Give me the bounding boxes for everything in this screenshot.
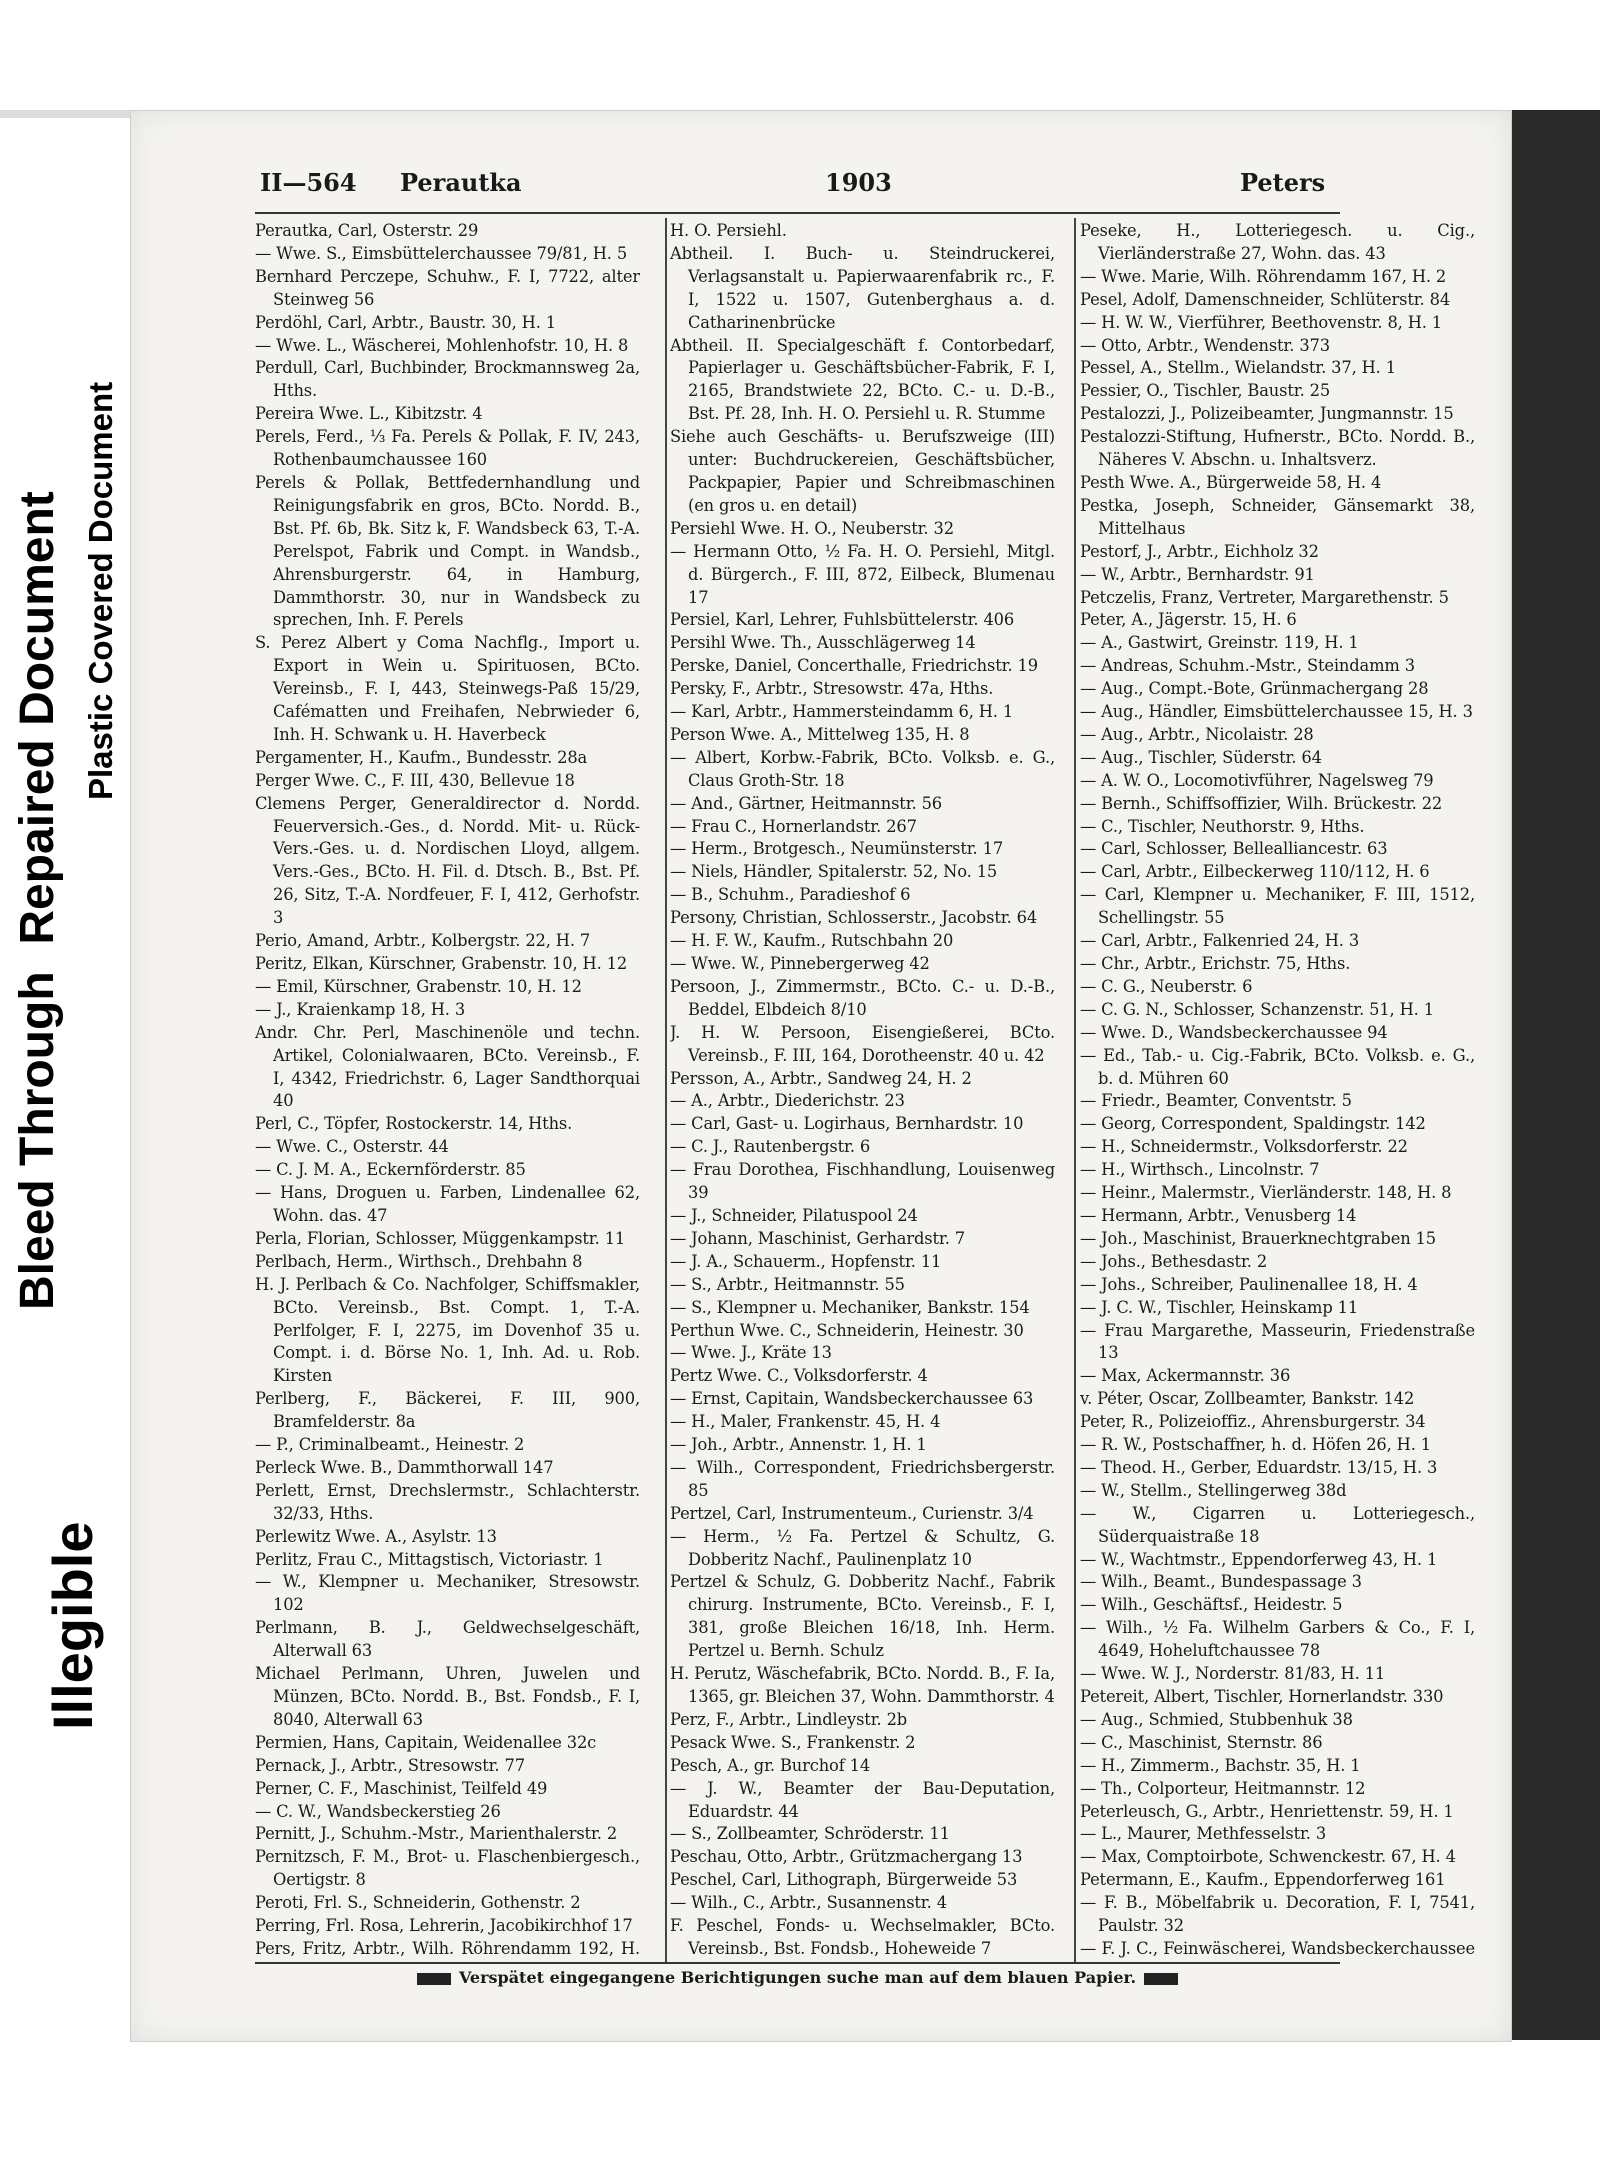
directory-entry: Person Wwe. A., Mittelweg 135, H. 8 [670, 724, 970, 744]
directory-entry: Petermann, E., Kaufm., Eppendorferweg 161 [1080, 1870, 1446, 1890]
directory-entry: Peroti, Frl. S., Schneiderin, Gothenstr. 2 [255, 1893, 581, 1913]
directory-entry: — Ernst, Capitain, Wandsbeckerchaussee 63 [670, 1389, 1034, 1409]
directory-entry: — Karl, Arbtr., Hammersteindamm 6, H. 1 [670, 702, 1014, 722]
directory-entry: Pestorf, J., Arbtr., Eichholz 32 [1080, 541, 1319, 561]
directory-entry: — S., Klempner u. Mechaniker, Bankstr. 154 [670, 1297, 1030, 1317]
directory-entry: — A., Gastwirt, Greinstr. 119, H. 1 [1080, 633, 1359, 653]
directory-entry: — C. G. N., Schlosser, Schanzenstr. 51, H. 1 [1080, 999, 1434, 1019]
directory-entry: Pernack, J., Arbtr., Stresowstr. 77 [255, 1755, 525, 1775]
directory-entry: — J., Kraienkamp 18, H. 3 [255, 999, 466, 1019]
directory-entry: — Frau Margarethe, Masseurin, Friedenstraße 13 [1080, 1320, 1475, 1363]
directory-entry: — H. W. W., Vierführer, Beethovenstr. 8, H. 1 [1080, 312, 1443, 332]
directory-entry: Perger Wwe. C., F. III, 430, Bellevue 18 [255, 770, 575, 790]
directory-entry: — Wilh., C., Arbtr., Susannenstr. 4 [670, 1893, 947, 1913]
directory-entry: Peritz, Elkan, Kürschner, Grabenstr. 10, H. 12 [255, 954, 628, 973]
directory-entry: Peschel, Carl, Lithograph, Bürgerweide 53 [670, 1870, 1018, 1890]
directory-entry: — Aug., Händler, Eimsbüttelerchaussee 15, H. 3 [1080, 702, 1473, 722]
directory-entry: — C. J. M. A., Eckernförderstr. 85 [255, 1160, 526, 1180]
directory-entry: Pessier, O., Tischler, Baustr. 25 [1080, 381, 1331, 401]
directory-entry: Perleck Wwe. B., Dammthorwall 147 [255, 1457, 554, 1477]
running-head [250, 168, 1350, 204]
directory-entry: Persihl Wwe. Th., Ausschlägerweg 14 [670, 633, 976, 653]
directory-entry: Pergamenter, H., Kaufm., Bundesstr. 28a [255, 747, 588, 767]
directory-entry: — A. W. O., Locomotivführer, Nagelsweg 79 [1080, 770, 1434, 790]
directory-entry: Perels & Pollak, Bettfedernhandlung und Reinigungsfabrik en gros, BCto. Nordd. B., Bst. Pf. 6b, Bk. Sitz k, F. Wandsbeck 63, T.-A. Perelspot, Fabrik und Compt. in Wandsb., Ahrensburgerstr. 64, in Hamburg, Dammthorstr. 30, nur in Wandsbeck zu sprechen, Inh. F. Perels [255, 472, 640, 630]
directory-entry: F. Peschel, Fonds- u. Wechselmakler, BCto. Vereinsb., Bst. Fondsb., Hoheweide 7 [670, 1916, 1055, 1958]
directory-entry: Pernitzsch, F. M., Brot- u. Flaschenbiergesch., Oertigstr. 8 [255, 1847, 640, 1890]
directory-entry: — C. J., Rautenbergstr. 6 [670, 1137, 871, 1157]
directory-entry: Perlberg, F., Bäckerei, F. III, 900, Bramfelderstr. 8a [255, 1389, 640, 1432]
directory-entry: Perels, Ferd., ⅟₃ Fa. Perels & Pollak, F. IV, 243, Rothenbaumchaussee 160 [255, 427, 640, 470]
directory-entry: — Frau Dorothea, Fischhandlung, Louisenweg 39 [670, 1160, 1055, 1203]
directory-entry: — Hans, Droguen u. Farben, Lindenallee 62, Wohn. das. 47 [255, 1183, 640, 1225]
directory-entry: — H., Schneidermstr., Volksdorferstr. 22 [1080, 1137, 1408, 1157]
directory-entry: — J., Schneider, Pilatuspool 24 [670, 1205, 918, 1225]
directory-entry: — Joh., Arbtr., Annenstr. 1, H. 1 [670, 1435, 927, 1455]
header-right-word: Peters [1240, 168, 1326, 197]
directory-entry: — W., Wachtmstr., Eppendorferweg 43, H. 1 [1080, 1549, 1438, 1569]
directory-entry: — Joh., Maschinist, Brauerknechtgraben 15 [1080, 1228, 1436, 1248]
directory-entry: — Wilh., Geschäftsf., Heidestr. 5 [1080, 1595, 1343, 1615]
directory-entry: Perdöhl, Carl, Arbtr., Baustr. 30, H. 1 [255, 312, 556, 332]
directory-entry: — H., Zimmerm., Bachstr. 35, H. 1 [1080, 1755, 1361, 1775]
directory-entry: — B., Schuhm., Paradieshof 6 [670, 885, 911, 905]
directory-entry: Siehe auch Geschäfts- u. Berufszweige (III) unter: Buchdruckereien, Geschäftsbücher, Packpapier, Papier und Schreibmaschinen (en gros u. en detail) [670, 427, 1055, 515]
directory-entry: — Hermann Otto, ⅟₂ Fa. H. O. Persiehl, Mitgl. d. Bürgerch., F. III, 872, Eilbeck, Blumenau 17 [670, 541, 1055, 607]
directory-entry: — Chr., Arbtr., Erichstr. 75, Hths. [1080, 954, 1351, 973]
directory-entry: — Johs., Bethesdastr. 2 [1080, 1251, 1268, 1271]
directory-entry: — Wwe. J., Kräte 13 [670, 1343, 832, 1363]
footer-notice [255, 1968, 1340, 1987]
directory-entry: — F. J. C., Feinwäscherei, Wandsbeckerchaussee [1080, 1938, 1475, 1958]
directory-entry: — Wwe. W., Pinnebergerweg 42 [670, 954, 930, 973]
directory-entry: — Wilh., Beamt., Bundespassage 3 [1080, 1572, 1362, 1592]
directory-entry: Perner, C. F., Maschinist, Teilfeld 49 [255, 1778, 548, 1798]
directory-entry: — Emil, Kürschner, Grabenstr. 10, H. 12 [255, 976, 582, 996]
directory-entry: — Aug., Compt.-Bote, Grünmachergang 28 [1080, 679, 1429, 699]
directory-entry: Clemens Perger, Generaldirector d. Nordd. Feuerversich.-Ges., d. Nordd. Mit- u. Rück-Vers.-Ges. u. d. Nordischen Lloyd, allgem. Vers.-Ges., BCto. H. Fil. d. Dtsch. B., Bst. Pf. 26, Sitz, T.-A. Nordfeuer, F. I, 412, Gerhofstr. 3 [255, 793, 640, 928]
directory-entry: — Th., Colporteur, Heitmannstr. 12 [1080, 1778, 1366, 1798]
directory-entry: — And., Gärtner, Heitmannstr. 56 [670, 793, 943, 813]
directory-entry: Pertzel & Schulz, G. Dobberitz Nachf., Fabrik chirurg. Instrumente, BCto. Vereinsb., F. I, 381, große Bleichen 16/18, Inh. Herm. Pertzel u. Bernh. Schulz [670, 1572, 1055, 1661]
column-divider [1074, 218, 1076, 1963]
stamp-plastic-covered: Plastic Covered Document [82, 381, 119, 800]
directory-entry: — Carl, Klempner u. Mechaniker, F. III, 1512, Schellingstr. 55 [1080, 885, 1475, 928]
directory-entry: — Friedr., Beamter, Conventstr. 5 [1080, 1091, 1352, 1111]
directory-entry: Pestalozzi-Stiftung, Hufnerstr., BCto. Nordd. B., Näheres V. Abschn. u. Inhaltsverz. [1080, 427, 1475, 470]
directory-entry: — Heinr., Malermstr., Vierländerstr. 148, H. 8 [1080, 1183, 1452, 1203]
directory-entry: Pesth Wwe. A., Bürgerweide 58, H. 4 [1080, 472, 1382, 492]
directory-entry: Andr. Chr. Perl, Maschinenöle und techn. Artikel, Colonialwaaren, BCto. Vereinsb., F. I, 4342, Friedrichstr. 6, Lager Sandthorquai 40 [255, 1022, 640, 1111]
directory-entry: Persiel, Karl, Lehrer, Fuhlsbüttelerstr. 406 [670, 610, 1015, 630]
directory-entry: — Ed., Tab.- u. Cig.-Fabrik, BCto. Volksb. e. G., b. d. Mühren 60 [1080, 1045, 1475, 1088]
directory-entry: — Otto, Arbtr., Wendenstr. 373 [1080, 335, 1330, 355]
directory-column-3 [1080, 220, 1475, 1960]
directory-entry: — C., Maschinist, Sternstr. 86 [1080, 1732, 1323, 1752]
directory-entry: Abtheil. II. Specialgeschäft f. Contorbedarf, Papierlager u. Geschäftsbücher-Fabrik, F. I, 2165, Brandstwiete 22, BCto. C.- u. D.-B., Bst. Pf. 28, Inh. H. O. Persiehl u. R. Stumme [670, 335, 1055, 424]
directory-entry: Perla, Florian, Schlosser, Müggenkampstr. 11 [255, 1228, 626, 1248]
directory-entry: — A., Arbtr., Diederichstr. 23 [670, 1091, 905, 1111]
directory-entry: — C. W., Wandsbeckerstieg 26 [255, 1801, 501, 1821]
directory-entry: S. Perez Albert y Coma Nachflg., Import u. Export in Wein u. Spirituosen, BCto. Vereinsb., F. I, 443, Steinwegs-Paß 15/29, Cafématten und Freihafen, Nebrwieder 6, Inh. H. Schwank u. H. Haverbeck [255, 633, 640, 744]
directory-entry: — W., Stellm., Stellingerweg 38d [1080, 1480, 1347, 1500]
directory-entry: Persson, A., Arbtr., Sandweg 24, H. 2 [670, 1068, 972, 1088]
directory-entry: — Herm., ⅟₂ Fa. Pertzel & Schultz, G. Dobberitz Nachf., Paulinenplatz 10 [670, 1526, 1055, 1569]
directory-entry: Perio, Amand, Arbtr., Kolbergstr. 22, H. 7 [255, 931, 591, 951]
directory-entry: — Wilh., ⅟₂ Fa. Wilhelm Garbers & Co., F. I, 4649, Hoheluftchaussee 78 [1080, 1618, 1475, 1661]
directory-entry: Pestka, Joseph, Schneider, Gänsemarkt 38, Mittelhaus [1080, 495, 1475, 538]
directory-entry: Petereit, Albert, Tischler, Hornerlandstr. 330 [1080, 1687, 1444, 1706]
directory-entry: — Theod. H., Gerber, Eduardstr. 13/15, H. 3 [1080, 1457, 1438, 1477]
directory-entry: Peter, R., Polizeioffiz., Ahrensburgerstr. 34 [1080, 1412, 1426, 1432]
directory-entry: — J. C. W., Tischler, Heinskamp 11 [1080, 1297, 1359, 1317]
header-year: 1903 [825, 168, 892, 197]
directory-entry: Perske, Daniel, Concerthalle, Friedrichstr. 19 [670, 656, 1038, 676]
stamp-illegible: Illegible [41, 1521, 104, 1730]
directory-entry: — Andreas, Schuhm.-Mstr., Steindamm 3 [1080, 656, 1415, 676]
directory-entry: Perautka, Carl, Osterstr. 29 [255, 221, 479, 240]
header-rule [255, 212, 1340, 214]
directory-entry: — J. A., Schauerm., Hopfenstr. 11 [670, 1251, 942, 1271]
directory-entry: — Max, Ackermannstr. 36 [1080, 1366, 1291, 1386]
directory-entry: H. J. Perlbach & Co. Nachfolger, Schiffsmakler, BCto. Vereinsb., Bst. Compt. 1, T.-A. Perlfolger, F. I, 2275, im Dovenhof 35 u. Compt. i. d. Börse No. 1, Inh. Ad. u. Rob. Kirsten [255, 1274, 640, 1386]
directory-entry: — Bernh., Schiffsoffizier, Wilh. Brückestr. 22 [1080, 793, 1443, 813]
directory-entry: — Hermann, Arbtr., Venusberg 14 [1080, 1205, 1357, 1225]
directory-entry: J. H. W. Persoon, Eisengießerei, BCto. Vereinsb., F. III, 164, Dorotheenstr. 40 u. 42 [670, 1022, 1055, 1065]
directory-entry: Pertz Wwe. C., Volksdorferstr. 4 [670, 1366, 928, 1386]
directory-entry: Pers, Fritz, Arbtr., Wilh. Röhrendamm 192, H. [255, 1938, 640, 1958]
directory-entry: Persiehl Wwe. H. O., Neuberstr. 32 [670, 518, 954, 538]
directory-entry: Persoon, J., Zimmermstr., BCto. C.- u. D.-B., Beddel, Elbdeich 8/10 [670, 976, 1055, 1019]
directory-entry: — Carl, Arbtr., Eilbeckerweg 110/112, H. 6 [1080, 862, 1430, 882]
stamp-repaired-text: Repaired Document [11, 491, 64, 945]
directory-entry: — Aug., Tischler, Süderstr. 64 [1080, 747, 1322, 767]
directory-entry: Permien, Hans, Capitain, Weidenallee 32c [255, 1732, 597, 1752]
directory-entry: — Carl, Gast- u. Logirhaus, Bernhardstr. 10 [670, 1114, 1024, 1134]
directory-entry: — F. B., Möbelfabrik u. Decoration, F. I, 7541, Paulstr. 32 [1080, 1893, 1475, 1936]
column-divider [665, 218, 667, 1963]
directory-entry: Pernitt, J., Schuhm.-Mstr., Marienthalerstr. 2 [255, 1824, 618, 1844]
directory-entry: — P., Criminalbeamt., Heinestr. 2 [255, 1435, 525, 1455]
directory-entry: Michael Perlmann, Uhren, Juwelen und Münzen, BCto. Nordd. B., Bst. Fondsb., F. I, 8040, Alterwall 63 [255, 1664, 640, 1729]
directory-entry: — C., Tischler, Neuthorstr. 9, Hths. [1080, 816, 1365, 836]
directory-entry: — S., Zollbeamter, Schröderstr. 11 [670, 1824, 950, 1844]
directory-entry: — L., Maurer, Methfesselstr. 3 [1080, 1824, 1327, 1844]
directory-entry: — W., Klempner u. Mechaniker, Stresowstr. 102 [255, 1572, 640, 1615]
directory-entry: — Carl, Arbtr., Falkenried 24, H. 3 [1080, 931, 1360, 951]
directory-entry: Perdull, Carl, Buchbinder, Brockmannsweg 2a, Hths. [255, 358, 640, 401]
directory-entry: — Wwe. C., Osterstr. 44 [255, 1137, 449, 1157]
directory-entry: — Georg, Correspondent, Spaldingstr. 142 [1080, 1114, 1426, 1134]
directory-entry: — Carl, Schlosser, Bellealliancestr. 63 [1080, 839, 1388, 859]
directory-entry: — W., Arbtr., Bernhardstr. 91 [1080, 564, 1315, 584]
directory-entry: Petczelis, Franz, Vertreter, Margarethenstr. 5 [1080, 587, 1449, 607]
directory-entry: Peterleusch, G., Arbtr., Henriettenstr. 59, H. 1 [1080, 1801, 1454, 1821]
directory-entry: Bernhard Perczepe, Schuhw., F. I, 7722, alter Steinweg 56 [255, 266, 640, 309]
directory-entry: Pertzel, Carl, Instrumenteum., Curienstr. 3/4 [670, 1503, 1034, 1523]
directory-entry: — Johann, Maschinist, Gerhardstr. 7 [670, 1228, 965, 1248]
directory-entry: — Wwe. D., Wandsbeckerchaussee 94 [1080, 1022, 1388, 1042]
directory-entry: — H., Maler, Frankenstr. 45, H. 4 [670, 1412, 941, 1432]
directory-entry: — Frau C., Hornerlandstr. 267 [670, 816, 917, 836]
directory-entry: — H. F. W., Kaufm., Rutschbahn 20 [670, 931, 954, 951]
directory-entry: Perlitz, Frau C., Mittagstisch, Victoriastr. 1 [255, 1549, 604, 1569]
directory-entry: Pestalozzi, J., Polizeibeamter, Jungmannstr. 15 [1080, 404, 1454, 424]
directory-entry: Pessel, A., Stellm., Wielandstr. 37, H. 1 [1080, 358, 1396, 378]
directory-entry: Perlbach, Herm., Wirthsch., Drehbahn 8 [255, 1251, 583, 1271]
scan-dark-edge [1512, 110, 1600, 2040]
directory-entry: — Herm., Brotgesch., Neumünsterstr. 17 [670, 839, 1004, 859]
page-number: II—564 [260, 168, 357, 197]
directory-entry: — Wwe. Marie, Wilh. Röhrendamm 167, H. 2 [1080, 266, 1447, 286]
directory-entry: Persony, Christian, Schlosserstr., Jacobstr. 64 [670, 908, 1038, 928]
directory-entry: — Wilh., Correspondent, Friedrichsbergerstr. 85 [670, 1457, 1055, 1500]
footer-text: Verspätet eingegangene Berichtigungen suche man auf dem blauen Papier. [458, 1968, 1137, 1987]
stamp-bleed-text: Bleed Through [11, 971, 64, 1310]
directory-entry: — W., Cigarren u. Lotteriegesch., Süderquaistraße 18 [1080, 1503, 1475, 1546]
directory-entry: — Johs., Schreiber, Paulinenallee 18, H. 4 [1080, 1274, 1418, 1294]
directory-entry: Perlett, Ernst, Drechslermstr., Schlachterstr. 32/33, Hths. [255, 1480, 640, 1523]
pointing-hand-icon [417, 1973, 451, 1985]
directory-entry: — H., Wirthsch., Lincolnstr. 7 [1080, 1160, 1320, 1180]
directory-entry: Peschau, Otto, Arbtr., Grützmachergang 13 [670, 1847, 1023, 1867]
directory-entry: Pesel, Adolf, Damenschneider, Schlüterstr. 84 [1080, 289, 1451, 309]
directory-entry: Perl, C., Töpfer, Rostockerstr. 14, Hths. [255, 1114, 573, 1134]
directory-entry: Perz, F., Arbtr., Lindleystr. 2b [670, 1709, 908, 1729]
directory-entry: — Aug., Schmied, Stubbenhuk 38 [1080, 1709, 1353, 1729]
directory-entry: — C. G., Neuberstr. 6 [1080, 976, 1253, 996]
directory-entry: Perlmann, B. J., Geldwechselgeschäft, Alterwall 63 [255, 1618, 640, 1661]
directory-entry: Perlewitz Wwe. A., Asylstr. 13 [255, 1526, 497, 1546]
directory-column-2 [670, 220, 1055, 1960]
directory-entry: Pesack Wwe. S., Frankenstr. 2 [670, 1732, 916, 1752]
directory-entry: Pesch, A., gr. Burchof 14 [670, 1755, 871, 1775]
directory-entry: Abtheil. I. Buch- u. Steindruckerei, Verlagsanstalt u. Papierwaarenfabrik rc., F. I, 1522 u. 1507, Gutenberghaus a. d. Catharinenbrücke [670, 243, 1055, 332]
footer-rule [255, 1962, 1340, 1964]
header-left-word: Perautka [400, 168, 522, 197]
directory-entry: H. O. Persiehl. [670, 221, 787, 240]
directory-entry: — Wwe. W. J., Norderstr. 81/83, H. 11 [1080, 1664, 1386, 1684]
directory-entry: — S., Arbtr., Heitmannstr. 55 [670, 1274, 905, 1294]
directory-entry: — Niels, Händler, Spitalerstr. 52, No. 15 [670, 862, 998, 882]
directory-entry: — Wwe. S., Eimsbüttelerchaussee 79/81, H. 5 [255, 243, 628, 263]
stamp-bleed-through [10, 491, 65, 1310]
directory-entry: — Max, Comptoirbote, Schwenckestr. 67, H. 4 [1080, 1847, 1456, 1867]
pointing-hand-icon [1144, 1973, 1178, 1985]
directory-entry: Pereira Wwe. L., Kibitzstr. 4 [255, 404, 483, 424]
directory-entry: Perthun Wwe. C., Schneiderin, Heinestr. 30 [670, 1320, 1024, 1340]
directory-entry: Persky, F., Arbtr., Stresowstr. 47a, Hths. [670, 679, 994, 699]
directory-column-1 [255, 220, 640, 1960]
directory-entry: — Aug., Arbtr., Nicolaistr. 28 [1080, 724, 1314, 744]
directory-entry: — R. W., Postschaffner, h. d. Höfen 26, H. 1 [1080, 1435, 1431, 1455]
directory-entry: Perring, Frl. Rosa, Lehrerin, Jacobikirchhof 17 [255, 1916, 633, 1936]
directory-entry: — Wwe. L., Wäscherei, Mohlenhofstr. 10, H. 8 [255, 335, 629, 355]
directory-entry: Peter, A., Jägerstr. 15, H. 6 [1080, 610, 1297, 630]
directory-entry: — J. W., Beamter der Bau-Deputation, Eduardstr. 44 [670, 1778, 1055, 1821]
directory-entry: v. Péter, Oscar, Zollbeamter, Bankstr. 142 [1080, 1389, 1415, 1409]
directory-entry: Peseke, H., Lotteriegesch. u. Cig., Vierländerstraße 27, Wohn. das. 43 [1080, 221, 1475, 263]
directory-entry: — Albert, Korbw.-Fabrik, BCto. Volksb. e. G., Claus Groth-Str. 18 [670, 747, 1055, 790]
directory-entry: H. Perutz, Wäschefabrik, BCto. Nordd. B., F. Ia, 1365, gr. Bleichen 37, Wohn. Dammthorstr. 4 [670, 1664, 1055, 1706]
